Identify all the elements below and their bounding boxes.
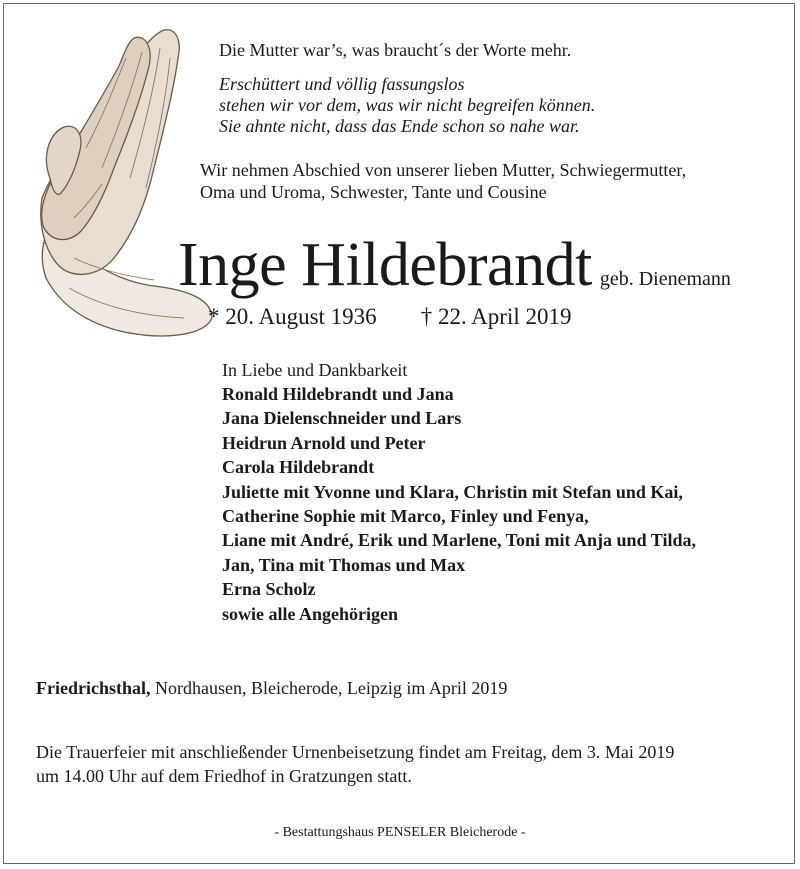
poem bbox=[219, 74, 595, 137]
family-member: Heidrun Arnold und Peter bbox=[222, 432, 426, 453]
ceremony-line: Die Trauerfeier mit anschließender Urnenbeisetzung findet am Freitag, dem 3. Mai 2019 bbox=[36, 742, 675, 762]
family-lead: In Liebe und Dankbarkeit bbox=[222, 360, 408, 380]
ceremony-info bbox=[36, 740, 674, 788]
family-member: Erna Scholz bbox=[222, 579, 316, 600]
family-member: Ronald Hildebrandt und Jana bbox=[222, 384, 454, 404]
intro-line: Wir nehmen Abschied von unserer lieben Mutter, Schwiegermutter, bbox=[200, 160, 687, 180]
family-member: Jan, Tina mit Thomas und Max bbox=[222, 554, 466, 575]
family-member: Jana Dielenschneider und Lars bbox=[222, 408, 462, 429]
location-town: Friedrichsthal, bbox=[36, 678, 151, 698]
location-rest: Nordhausen, Bleicherode, Leipzig im April 2019 bbox=[155, 678, 508, 698]
family-member: Catherine Sophie mit Marco, Finley und Fenya, bbox=[222, 506, 589, 527]
deceased-name-line bbox=[178, 225, 731, 305]
ceremony-line: um 14.00 Uhr auf dem Friedhof in Gratzungen statt. bbox=[36, 766, 412, 786]
farewell-intro bbox=[200, 159, 686, 203]
family-member: Juliette mit Yvonne und Klara, Christin mit Stefan und Kai, bbox=[222, 481, 683, 502]
maiden-name: geb. Dienemann bbox=[599, 268, 731, 290]
family-list bbox=[222, 358, 696, 626]
life-dates bbox=[208, 304, 571, 330]
family-member: sowie alle Angehörigen bbox=[222, 603, 398, 624]
intro-line: Oma und Uroma, Schwester, Tante und Cousine bbox=[200, 182, 547, 202]
poem-line: Sie ahnte nicht, dass das Ende schon so nahe war. bbox=[219, 116, 580, 136]
deceased-name: Inge Hildebrandt bbox=[178, 231, 592, 299]
death-date: † 22. April 2019 bbox=[420, 304, 572, 329]
birth-date: * 20. August 1936 bbox=[208, 304, 377, 329]
undertaker-credit: - Bestattungshaus PENSELER Bleicherode - bbox=[274, 825, 526, 840]
place-and-date bbox=[36, 678, 507, 699]
poem-line: stehen wir vor dem, was wir nicht begreifen können. bbox=[219, 95, 596, 115]
opening-quote: Die Mutter war’s, was braucht´s der Worte mehr. bbox=[219, 40, 572, 60]
poem-line: Erschüttert und völlig fassungslos bbox=[219, 74, 465, 94]
family-member: Liane mit André, Erik und Marlene, Toni mit Anja und Tilda, bbox=[222, 530, 696, 551]
family-member: Carola Hildebrandt bbox=[222, 457, 375, 478]
